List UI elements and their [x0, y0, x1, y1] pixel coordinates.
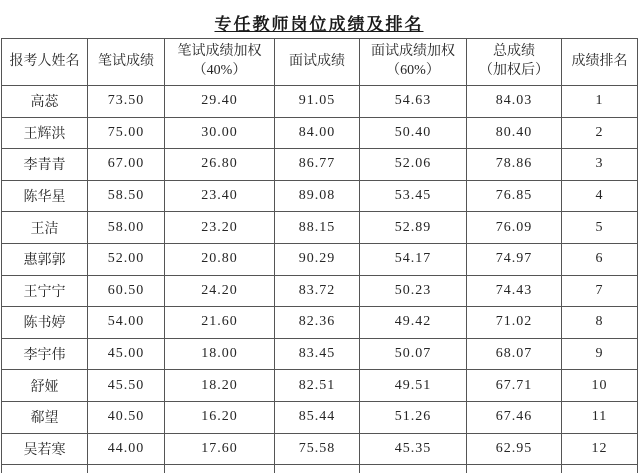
cell-applicant-name: 陈书婷	[2, 307, 88, 339]
cell-interview-weighted: 54.63	[360, 86, 467, 118]
column-header-written-score	[88, 39, 165, 86]
truncated-cell	[562, 465, 638, 473]
cell-applicant-name: 王洁	[2, 212, 88, 244]
cell-total-score: 84.03	[467, 86, 562, 118]
cell-rank: 1	[562, 86, 638, 118]
cell-written-weighted: 20.80	[165, 243, 275, 275]
cell-interview-weighted: 51.26	[360, 401, 467, 433]
table-row	[2, 180, 638, 212]
cell-rank: 10	[562, 370, 638, 402]
cell-interview-score: 91.05	[275, 86, 360, 118]
cell-rank: 7	[562, 275, 638, 307]
table-header	[2, 39, 638, 86]
cell-interview-score: 85.44	[275, 401, 360, 433]
table-row	[2, 370, 638, 402]
column-header-total-score	[467, 39, 562, 86]
cell-total-score: 76.85	[467, 180, 562, 212]
cell-interview-weighted: 50.23	[360, 275, 467, 307]
table-body	[2, 86, 638, 473]
cell-rank: 8	[562, 307, 638, 339]
cell-written-score: 54.00	[88, 307, 165, 339]
cell-interview-weighted: 52.06	[360, 149, 467, 181]
truncated-cell	[275, 465, 360, 473]
cell-applicant-name: 舒娅	[2, 370, 88, 402]
truncated-cell	[2, 465, 88, 473]
cell-interview-weighted: 50.40	[360, 117, 467, 149]
cell-applicant-name: 高蕊	[2, 86, 88, 118]
column-header-name	[2, 39, 88, 86]
cell-interview-weighted: 50.07	[360, 338, 467, 370]
cell-rank: 2	[562, 117, 638, 149]
cell-interview-score: 75.58	[275, 433, 360, 465]
column-header-rank	[562, 39, 638, 86]
cell-total-score: 80.40	[467, 117, 562, 149]
cell-written-score: 45.50	[88, 370, 165, 402]
cell-applicant-name: 吴若寒	[2, 433, 88, 465]
cell-written-score: 52.00	[88, 243, 165, 275]
cell-total-score: 67.46	[467, 401, 562, 433]
cell-written-score: 58.00	[88, 212, 165, 244]
cell-interview-score: 83.72	[275, 275, 360, 307]
cell-written-weighted: 17.60	[165, 433, 275, 465]
table-row	[2, 401, 638, 433]
column-header-written-weighted	[165, 39, 275, 86]
truncated-row	[2, 465, 638, 473]
cell-total-score: 76.09	[467, 212, 562, 244]
cell-interview-score: 82.51	[275, 370, 360, 402]
cell-rank: 12	[562, 433, 638, 465]
cell-interview-score: 82.36	[275, 307, 360, 339]
cell-interview-weighted: 49.42	[360, 307, 467, 339]
cell-written-score: 75.00	[88, 117, 165, 149]
header-row	[2, 39, 638, 86]
cell-interview-weighted: 49.51	[360, 370, 467, 402]
cell-written-weighted: 18.20	[165, 370, 275, 402]
table-row	[2, 149, 638, 181]
cell-total-score: 78.86	[467, 149, 562, 181]
column-header-label: 报考人姓名	[9, 53, 80, 69]
cell-written-score: 40.50	[88, 401, 165, 433]
table-row	[2, 86, 638, 118]
cell-written-weighted: 30.00	[165, 117, 275, 149]
column-header-label: 笔试成绩	[98, 53, 154, 69]
cell-written-score: 45.00	[88, 338, 165, 370]
column-header-interview-score	[275, 39, 360, 86]
cell-rank: 4	[562, 180, 638, 212]
cell-interview-weighted: 54.17	[360, 243, 467, 275]
table-row	[2, 243, 638, 275]
column-header-sublabel: （60%）	[386, 63, 440, 78]
cell-written-weighted: 21.60	[165, 307, 275, 339]
table-row	[2, 275, 638, 307]
cell-interview-score: 83.45	[275, 338, 360, 370]
cell-applicant-name: 李宇伟	[2, 338, 88, 370]
column-header-interview-weighted	[360, 39, 467, 86]
cell-applicant-name: 王宁宁	[2, 275, 88, 307]
cell-applicant-name: 惠郭郭	[2, 243, 88, 275]
cell-interview-weighted: 52.89	[360, 212, 467, 244]
scores-table	[1, 38, 638, 473]
cell-rank: 5	[562, 212, 638, 244]
truncated-cell	[88, 465, 165, 473]
cell-total-score: 71.02	[467, 307, 562, 339]
cell-written-weighted: 23.20	[165, 212, 275, 244]
truncated-cell	[360, 465, 467, 473]
cell-interview-score: 90.29	[275, 243, 360, 275]
cell-written-weighted: 18.00	[165, 338, 275, 370]
cell-written-score: 73.50	[88, 86, 165, 118]
cell-total-score: 74.97	[467, 243, 562, 275]
cell-written-score: 44.00	[88, 433, 165, 465]
truncated-cell	[467, 465, 562, 473]
column-header-label: 成绩排名	[571, 53, 628, 69]
cell-rank: 9	[562, 338, 638, 370]
cell-total-score: 67.71	[467, 370, 562, 402]
cell-applicant-name: 王辉洪	[2, 117, 88, 149]
page-title: 专任教师岗位成绩及排名	[214, 15, 424, 34]
table-row	[2, 117, 638, 149]
cell-rank: 11	[562, 401, 638, 433]
cell-written-weighted: 16.20	[165, 401, 275, 433]
cell-written-score: 67.00	[88, 149, 165, 181]
truncated-cell	[165, 465, 275, 473]
column-header-label: 总成绩	[493, 44, 535, 60]
column-header-sublabel: （40%）	[192, 63, 247, 78]
cell-written-score: 58.50	[88, 180, 165, 212]
cell-total-score: 62.95	[467, 433, 562, 465]
cell-written-weighted: 26.80	[165, 149, 275, 181]
cell-interview-score: 86.77	[275, 149, 360, 181]
column-header-label: 面试成绩	[289, 53, 345, 69]
cell-interview-score: 89.08	[275, 180, 360, 212]
cell-applicant-name: 郗望	[2, 401, 88, 433]
cell-written-weighted: 23.40	[165, 180, 275, 212]
column-header-sublabel: （加权后）	[479, 63, 549, 78]
cell-rank: 3	[562, 149, 638, 181]
cell-total-score: 68.07	[467, 338, 562, 370]
cell-total-score: 74.43	[467, 275, 562, 307]
table-row	[2, 338, 638, 370]
table-row	[2, 212, 638, 244]
cell-written-score: 60.50	[88, 275, 165, 307]
table-row	[2, 307, 638, 339]
cell-interview-score: 84.00	[275, 117, 360, 149]
cell-interview-weighted: 53.45	[360, 180, 467, 212]
cell-rank: 6	[562, 243, 638, 275]
column-header-label: 笔试成绩加权	[177, 44, 262, 60]
table-row	[2, 433, 638, 465]
cell-applicant-name: 李青青	[2, 149, 88, 181]
column-header-label: 面试成绩加权	[371, 44, 455, 60]
cell-written-weighted: 29.40	[165, 86, 275, 118]
cell-written-weighted: 24.20	[165, 275, 275, 307]
cell-interview-score: 88.15	[275, 212, 360, 244]
cell-interview-weighted: 45.35	[360, 433, 467, 465]
cell-applicant-name: 陈华星	[2, 180, 88, 212]
